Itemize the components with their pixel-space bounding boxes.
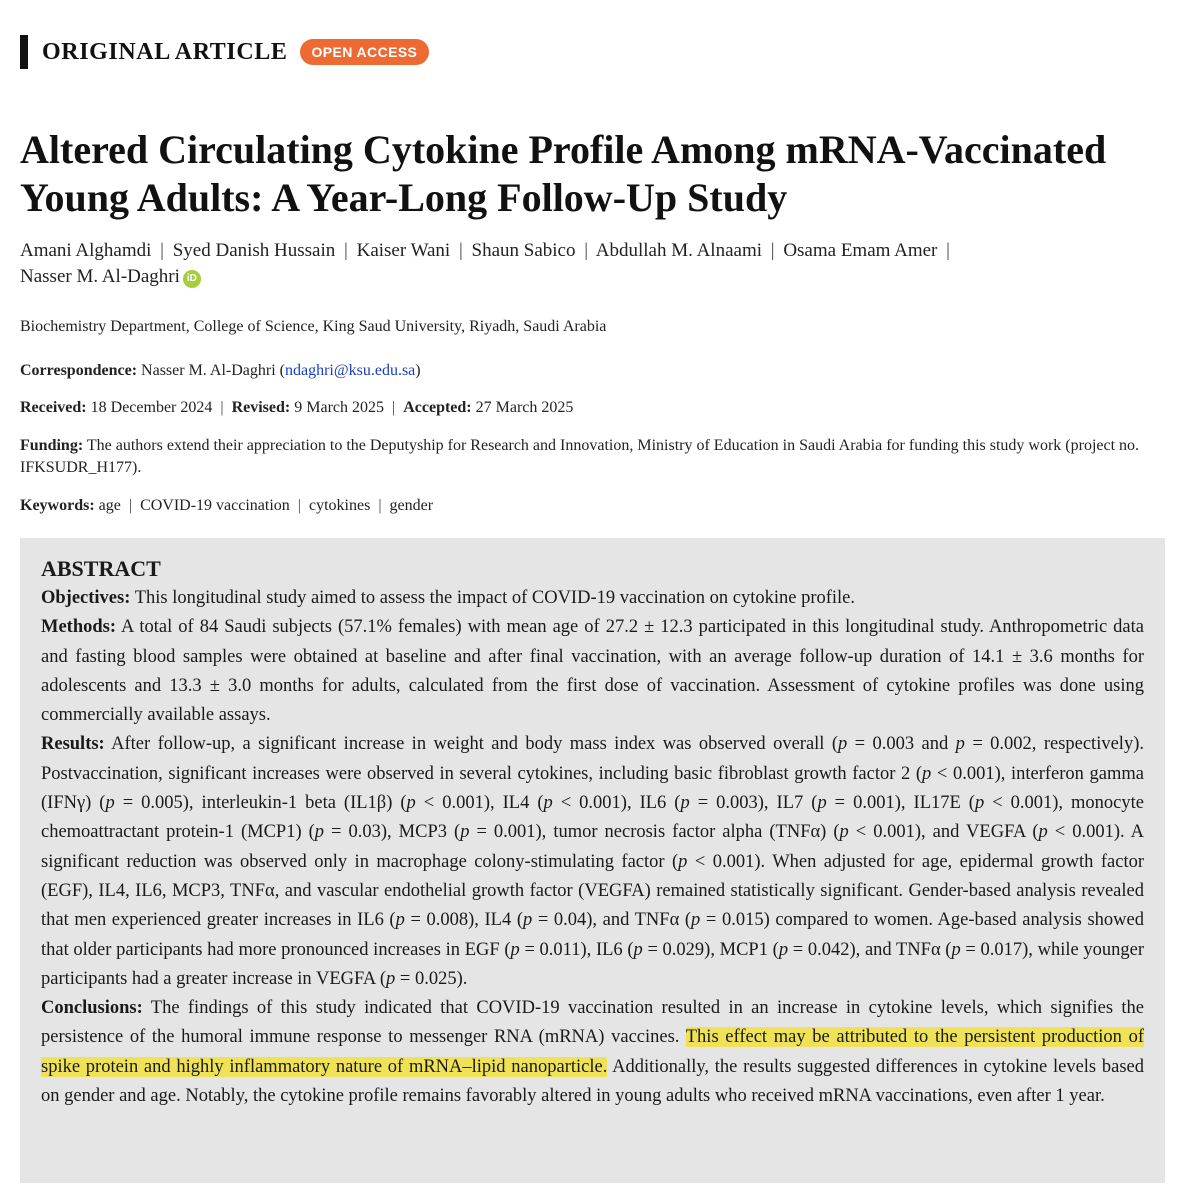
article-dates	[20, 397, 1170, 419]
keywords	[20, 495, 1170, 517]
open-access-badge[interactable]: OPEN ACCESS	[300, 39, 430, 65]
conclusions-text: The findings of this study indicated that COVID-19 vaccination resulted in an increase in cytokine levels, which signifies the persistence of the humoral immune response to messenger RNA (mRNA) vaccines.	[41, 998, 1144, 1048]
p-value-symbol: p	[522, 910, 533, 931]
p-value-symbol: p	[839, 822, 849, 843]
methods-label: Methods:	[41, 617, 117, 638]
abstract-methods	[41, 613, 1144, 730]
author-list	[20, 238, 1160, 290]
author-separator: |	[770, 240, 775, 261]
p-value-symbol: p	[633, 939, 643, 960]
objectives-text: This longitudinal study aimed to assess the impact of COVID-19 vaccination on cytokine profile.	[134, 588, 856, 608]
author-separator: |	[458, 240, 463, 261]
keyword-separator: |	[378, 497, 382, 514]
affiliation: Biochemistry Department, College of Science, King Saud University, Riyadh, Saudi Arabia	[20, 318, 607, 335]
p-value-symbol: p	[974, 793, 985, 814]
p-value-symbol: p	[543, 793, 553, 814]
p-value-symbol: p	[510, 939, 520, 960]
correspondence-email-link[interactable]: ndaghri@ksu.edu.sa	[285, 362, 416, 379]
date-separator: |	[392, 399, 396, 416]
p-value-symbol: p	[778, 939, 789, 960]
author-name[interactable]: Kaiser Wani	[356, 240, 451, 261]
revised-date: 9 March 2025	[294, 399, 384, 416]
author-separator: |	[946, 240, 950, 261]
p-value-symbol: p	[1038, 822, 1048, 843]
keyword[interactable]: COVID-19 vaccination	[140, 497, 290, 514]
p-value-symbol: p	[838, 734, 848, 755]
abstract-box	[20, 538, 1165, 1183]
results-label: Results:	[41, 734, 105, 755]
abstract-heading: ABSTRACT	[41, 556, 161, 581]
article-title: Altered Circulating Cytokine Profile Among mRNA-Vaccinated Young Adults: A Year-Long Follow-Up Study	[20, 127, 1107, 220]
accepted-label: Accepted:	[403, 399, 472, 416]
author-separator: |	[344, 240, 348, 261]
p-value-symbol: p	[691, 910, 701, 931]
orcid-icon[interactable]: iD	[183, 270, 201, 288]
abstract-content	[41, 554, 1144, 1111]
abstract-results	[41, 730, 1144, 994]
correspondence-label: Correspondence:	[20, 362, 138, 379]
objectives-label: Objectives:	[41, 588, 131, 608]
author-separator: |	[160, 240, 164, 261]
p-value-symbol: p	[951, 939, 961, 960]
p-value-symbol: p	[678, 851, 688, 872]
received-date: 18 December 2024	[90, 399, 213, 416]
keyword[interactable]: cytokines	[309, 497, 371, 514]
author-name[interactable]: Osama Emam Amer	[783, 240, 938, 261]
results-text: After follow-up, a significant increase in weight and body mass index was observed overall (p = 0.003 and p = 0.002, respectively). Postvaccination, significant increases were observed in several cytokines, including basic fibroblast growth factor 2 (p < 0.001), interferon gamma (IFNγ) (p = 0.005), interleukin-1 beta (IL1β) (p < 0.001), IL4 (p < 0.001), IL6 (p = 0.003), IL7 (p = 0.001), IL17E (p < 0.001), monocyte chemoattractant protein-1 (MCP1) (p = 0.03), MCP3 (p = 0.001), tumor necrosis factor alpha (TNFα) (p < 0.001), and VEGFA (p < 0.001). A significant reduction was observed only in macrophage colony-stimulating factor (p < 0.001). When adjusted for age, epidermal growth factor (EGF), IL4, IL6, MCP3, TNFα, and vascular endothelial growth factor (VEGFA) remained statistically significant. Gender-based analysis revealed that men experienced greater increases in IL6 (p = 0.008), IL4 (p = 0.04), and TNFα (p = 0.015) compared to women. Age-based analysis showed that older participants had more pronounced increases in EGF (p = 0.011), IL6 (p = 0.029), MCP1 (p = 0.042), and TNFα (p = 0.017), while younger participants had a greater increase in VEGFA (p = 0.025).	[41, 734, 1145, 989]
author-separator: |	[584, 240, 589, 261]
author-name[interactable]: Nasser M. Al-Daghri	[20, 266, 180, 287]
p-value-symbol: p	[955, 734, 965, 755]
date-separator: |	[220, 399, 224, 416]
article-type: ORIGINAL ARTICLE	[42, 38, 288, 65]
p-value-symbol: p	[817, 793, 827, 814]
p-value-symbol: p	[406, 793, 416, 814]
p-value-symbol: p	[680, 793, 690, 814]
funding	[20, 435, 1170, 479]
correspondence: Correspondence: Nasser M. Al-Daghri (ndaghri@ksu.edu.sa)	[20, 362, 421, 379]
abstract-objectives	[41, 584, 1144, 613]
keyword-separator: |	[128, 497, 133, 514]
header-accent-bar	[20, 35, 28, 69]
p-value-symbol: p	[395, 910, 405, 931]
accepted-date: 27 March 2025	[475, 399, 574, 416]
keyword-separator: |	[297, 497, 301, 514]
correspondence-name: Nasser M. Al-Daghri	[141, 362, 276, 379]
methods-text: A total of 84 Saudi subjects (57.1% females) with mean age of 27.2 ± 12.3 participated in this longitudinal study. Anthropometric data and fasting blood samples were obtained at baseline and after final vaccination, with an average follow-up duration of 14.1 ± 3.6 months for adolescents and 13.3 ± 3.0 months for adults, calculated from the first dose of vaccination. Assessment of cytokine profiles was done using commercially available assays.	[41, 617, 1144, 726]
author-name[interactable]: Amani Alghamdi	[20, 240, 152, 261]
keyword[interactable]: age	[98, 497, 121, 514]
article-header	[20, 34, 429, 70]
keywords-label: Keywords:	[20, 497, 95, 514]
abstract-conclusions	[41, 994, 1144, 1111]
received-label: Received:	[20, 399, 87, 416]
conclusions-text-continued: Additionally, the results suggested differences in cytokine levels based on gender and age. Notably, the cytokine profile remains favorably altered in young adults who received mRNA vaccinations, even after 1 year.	[41, 1056, 1144, 1107]
p-value-symbol: p	[460, 822, 470, 843]
keyword[interactable]: gender	[389, 497, 434, 514]
author-name[interactable]: Syed Danish Hussain	[172, 240, 336, 261]
p-value-symbol: p	[314, 822, 325, 843]
highlighted-text: This effect may be attributed to the persistent production of spike protein and highly inflammatory nature of mRNA–lipid nanoparticle.	[41, 1027, 1145, 1077]
p-value-symbol: p	[922, 763, 932, 784]
author-name[interactable]: Abdullah M. Alnaami	[595, 240, 762, 261]
funding-text: The authors extend their appreciation to the Deputyship for Research and Innovation, Ministry of Education in Saudi Arabia for funding this study work (project no. IFKSUDR_H177).	[20, 437, 1140, 476]
conclusions-label: Conclusions:	[41, 998, 143, 1019]
p-value-symbol: p	[386, 968, 396, 989]
author-name[interactable]: Shaun Sabico	[471, 240, 576, 261]
p-value-symbol: p	[105, 793, 115, 814]
revised-label: Revised:	[231, 399, 291, 416]
funding-label: Funding:	[20, 437, 84, 454]
